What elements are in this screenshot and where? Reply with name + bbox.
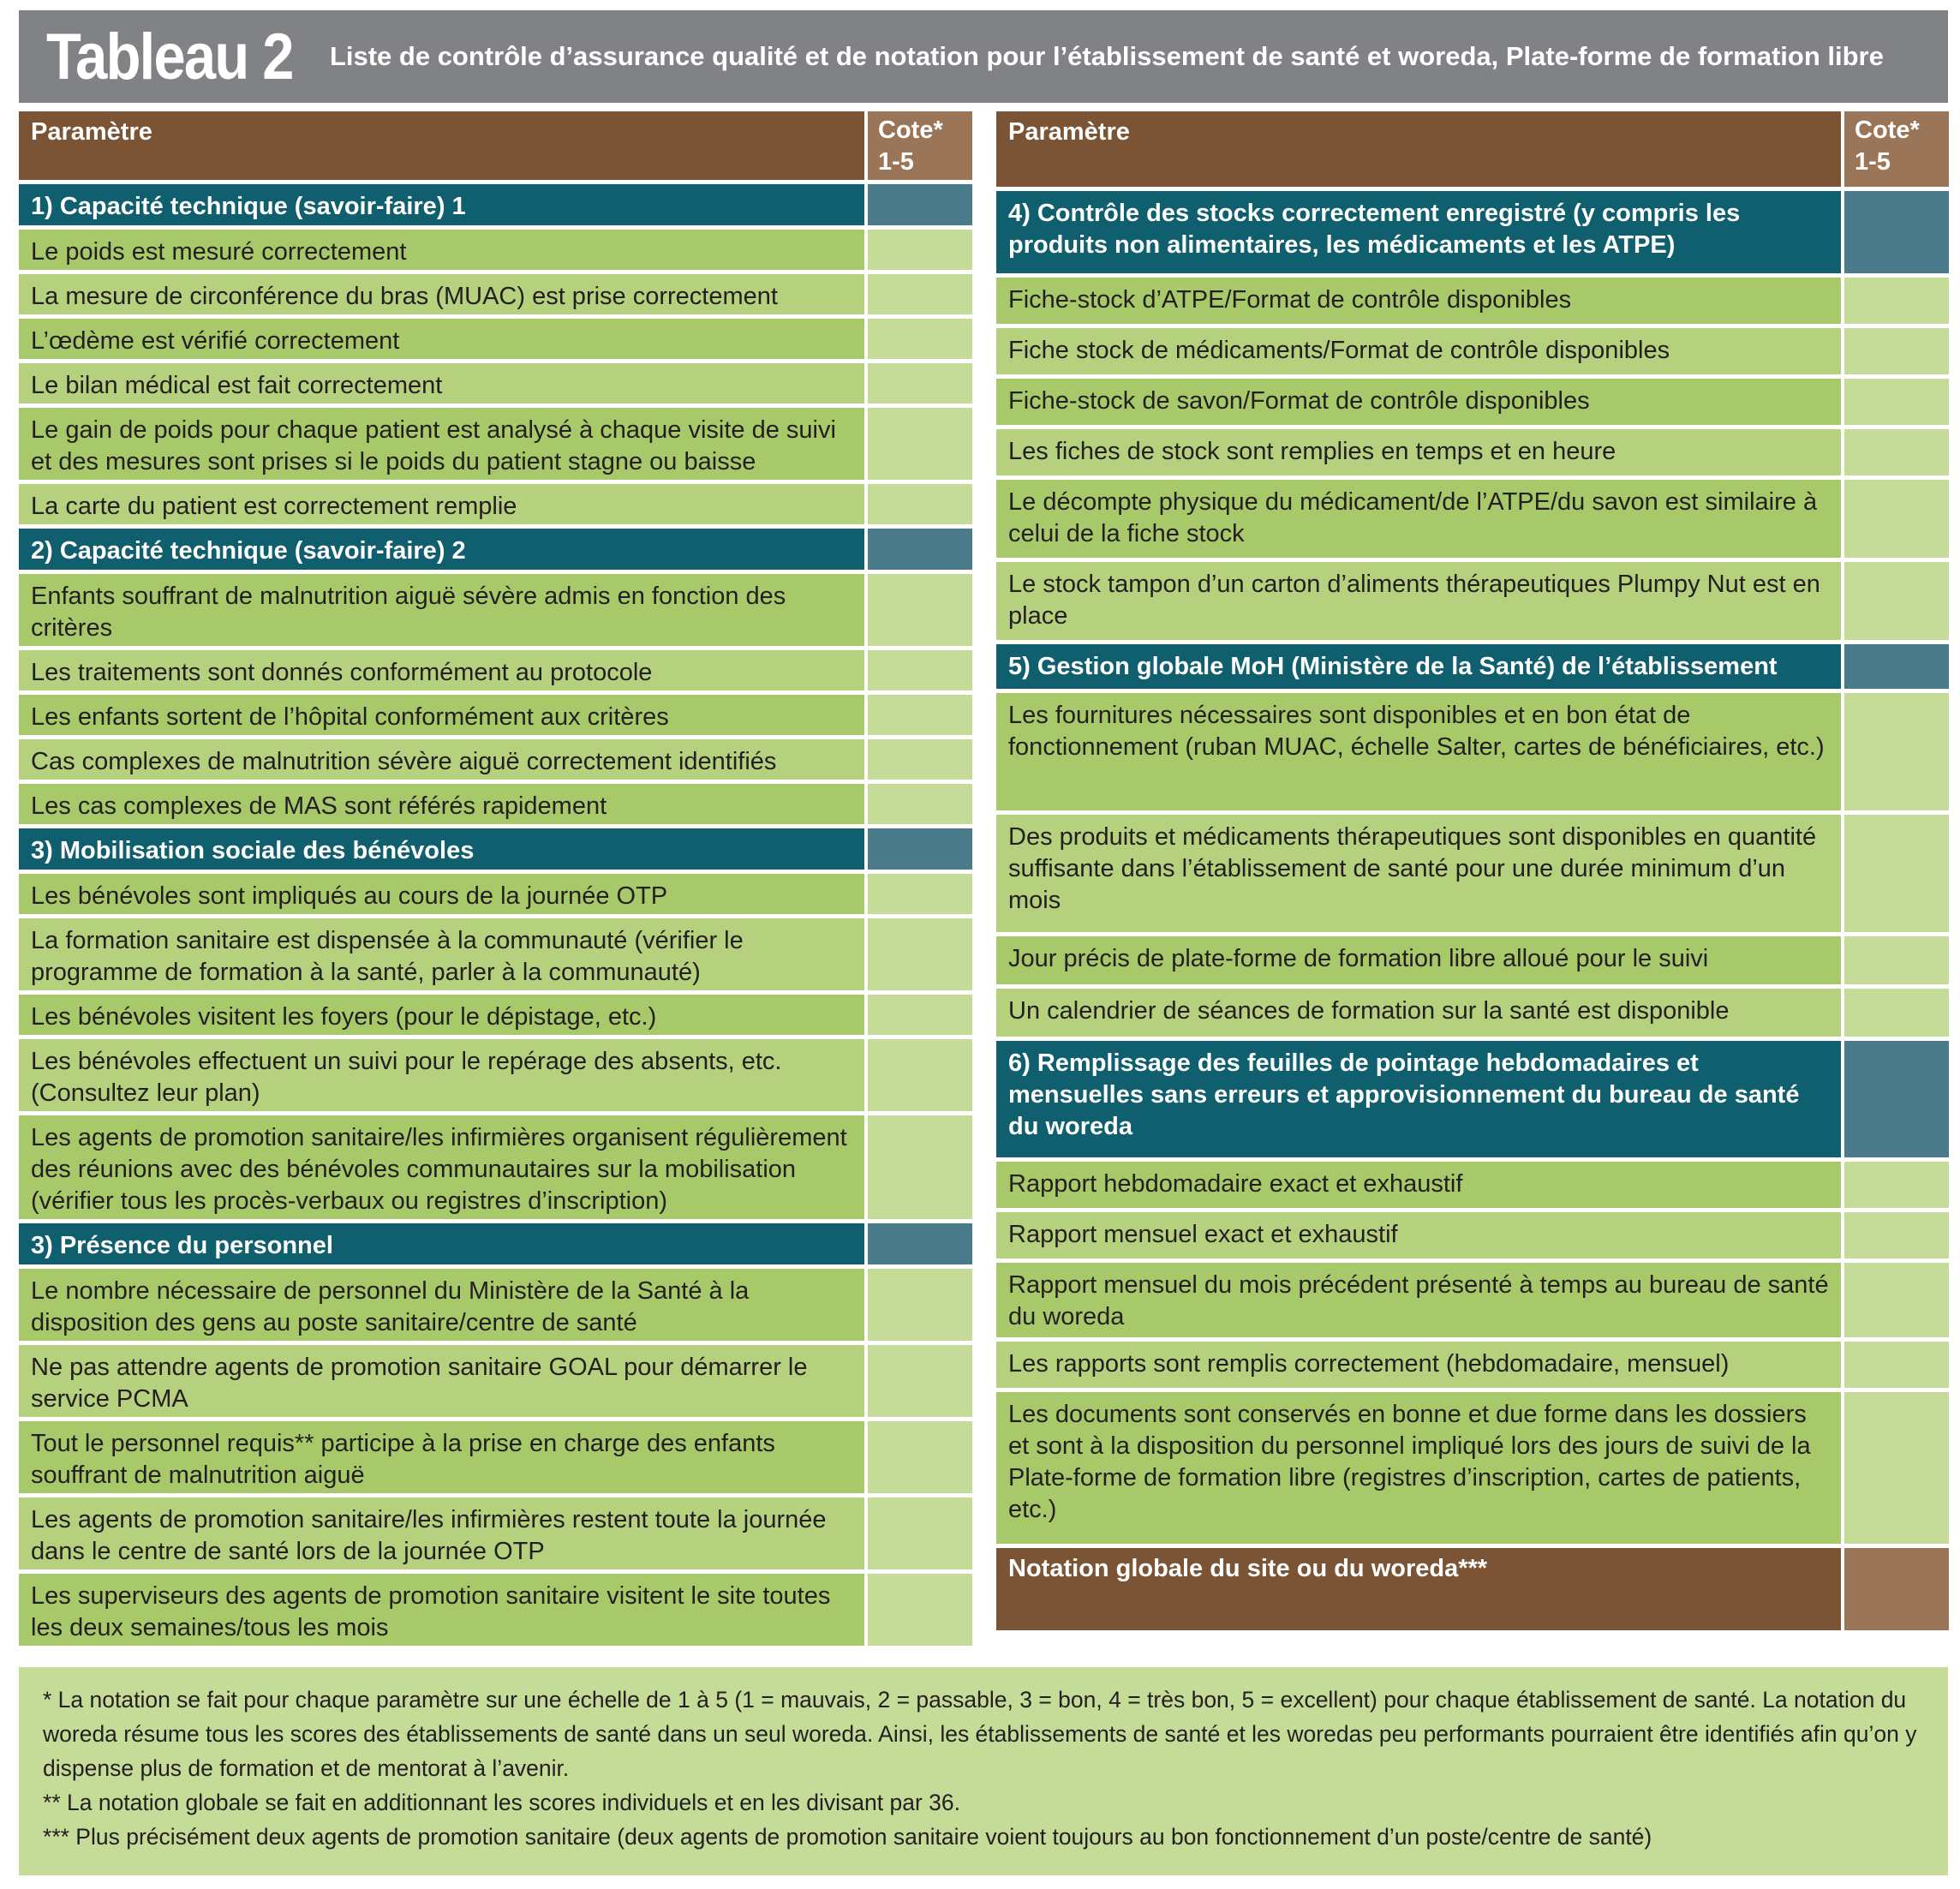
- param-text: Fiche-stock de savon/Format de contrôle disponibles: [996, 379, 1841, 425]
- section-header: [19, 828, 972, 870]
- score-cell[interactable]: [868, 650, 972, 690]
- score-cell[interactable]: [868, 1497, 972, 1569]
- table-row: [996, 815, 1949, 932]
- table-subtitle: Liste de contrôle d’assurance qualité et de notation pour l’établissement de santé et woreda, Plate-forme de formation libre: [329, 41, 1884, 71]
- table-row: [19, 695, 972, 735]
- section-title: 4) Contrôle des stocks correctement enregistré (y compris les produits non alimentaires, les médicaments et les ATPE): [996, 191, 1841, 273]
- table-row: [19, 874, 972, 914]
- score-cell[interactable]: [1844, 278, 1949, 324]
- section-title: 3) Présence du personnel: [19, 1223, 864, 1264]
- table-row: [19, 484, 972, 524]
- score-cell[interactable]: [1844, 815, 1949, 932]
- section-title: 2) Capacité technique (savoir-faire) 2: [19, 529, 864, 570]
- score-cell[interactable]: [868, 918, 972, 990]
- param-text: Les rapports sont remplis correctement (hebdomadaire, mensuel): [996, 1342, 1841, 1388]
- section-header: [996, 191, 1949, 273]
- total-label: Notation globale du site ou du woreda***: [996, 1548, 1841, 1630]
- score-cell: [868, 529, 972, 570]
- table-number: Tableau 2: [46, 20, 293, 93]
- score-cell: [868, 1223, 972, 1264]
- param-text: Les fournitures nécessaires sont disponibles et en bon état de fonctionnement (ruban MUAC, échelle Salter, cartes de bénéficiaires, etc.): [996, 693, 1841, 810]
- param-text: Rapport hebdomadaire exact et exhaustif: [996, 1162, 1841, 1208]
- table-row: [996, 480, 1949, 558]
- section-title: 5) Gestion globale MoH (Ministère de la Santé) de l’établissement: [996, 644, 1841, 689]
- table-row: [996, 1212, 1949, 1258]
- param-text: La formation sanitaire est dispensée à la communauté (vérifier le programme de formation à la santé, parler à la communauté): [19, 918, 864, 990]
- param-text: Les agents de promotion sanitaire/les infirmières organisent régulièrement des réunions avec des bénévoles communautaires sur la mobilisation (vérifier tous les procès-verbaux ou registres d’inscription): [19, 1115, 864, 1219]
- score-cell[interactable]: [868, 784, 972, 824]
- score-cell[interactable]: [868, 695, 972, 735]
- score-header: Cote* 1-5: [1844, 111, 1949, 187]
- score-cell[interactable]: [1844, 429, 1949, 475]
- title-banner: [19, 10, 1948, 103]
- score-cell[interactable]: [1844, 328, 1949, 374]
- score-cell[interactable]: [868, 408, 972, 480]
- table-row: [996, 379, 1949, 425]
- table-row: [19, 1421, 972, 1493]
- score-cell[interactable]: [868, 319, 972, 359]
- table-row: [996, 1342, 1949, 1388]
- column-header-row: [19, 111, 972, 180]
- table-row: [996, 278, 1949, 324]
- table-row: [19, 995, 972, 1035]
- score-cell[interactable]: [1844, 1212, 1949, 1258]
- param-text: Rapport mensuel exact et exhaustif: [996, 1212, 1841, 1258]
- table-row: [996, 989, 1949, 1037]
- section-title: 3) Mobilisation sociale des bénévoles: [19, 828, 864, 870]
- param-text: Fiche-stock d’ATPE/Format de contrôle disponibles: [996, 278, 1841, 324]
- param-text: Les fiches de stock sont remplies en temps et en heure: [996, 429, 1841, 475]
- param-text: Les cas complexes de MAS sont référés rapidement: [19, 784, 864, 824]
- score-cell[interactable]: [868, 739, 972, 780]
- param-text: Les bénévoles visitent les foyers (pour le dépistage, etc.): [19, 995, 864, 1035]
- score-cell[interactable]: [1844, 989, 1949, 1037]
- table-row: [19, 739, 972, 780]
- param-text: Des produits et médicaments thérapeutiques sont disponibles en quantité suffisante dans l’établissement de santé pour une durée minimum d’un mois: [996, 815, 1841, 932]
- left-table: [19, 111, 972, 1650]
- score-cell[interactable]: [868, 363, 972, 404]
- score-cell[interactable]: [1844, 562, 1949, 640]
- param-text: Les documents sont conservés en bonne et due forme dans les dossiers et sont à la disposition du personnel impliqué lors des jours de suivi de la Plate-forme de formation libre (registres d’inscription, cartes de patients, etc.): [996, 1392, 1841, 1544]
- footnotes: [19, 1667, 1948, 1875]
- param-text: Ne pas attendre agents de promotion sanitaire GOAL pour démarrer le service PCMA: [19, 1345, 864, 1417]
- table-row: [19, 1115, 972, 1219]
- table-row: [19, 408, 972, 480]
- param-text: Cas complexes de malnutrition sévère aiguë correctement identifiés: [19, 739, 864, 780]
- param-text: L’œdème est vérifié correctement: [19, 319, 864, 359]
- param-text: Les agents de promotion sanitaire/les infirmières restent toute la journée dans le centre de santé lors de la journée OTP: [19, 1497, 864, 1569]
- table-row: [996, 562, 1949, 640]
- param-text: Un calendrier de séances de formation sur la santé est disponible: [996, 989, 1841, 1037]
- param-text: Le décompte physique du médicament/de l’ATPE/du savon est similaire à celui de la fiche stock: [996, 480, 1841, 558]
- table-row: [19, 1574, 972, 1646]
- footnote-3: *** Plus précisément deux agents de promotion sanitaire (deux agents de promotion sanitaire voient toujours au bon fonctionnement d’un poste/centre de santé): [43, 1824, 1652, 1850]
- table-row: [996, 936, 1949, 984]
- table-row: [996, 1263, 1949, 1337]
- score-cell[interactable]: [868, 995, 972, 1035]
- param-text: Les bénévoles effectuent un suivi pour le repérage des absents, etc. (Consultez leur plan): [19, 1039, 864, 1111]
- section-header: [996, 1041, 1949, 1157]
- param-text: Rapport mensuel du mois précédent présenté à temps au bureau de santé du woreda: [996, 1263, 1841, 1337]
- score-cell: [1844, 644, 1949, 689]
- param-header: Paramètre: [19, 111, 864, 180]
- param-text: Les superviseurs des agents de promotion sanitaire visitent le site toutes les deux semaines/tous les mois: [19, 1574, 864, 1646]
- param-text: Enfants souffrant de malnutrition aiguë sévère admis en fonction des critères: [19, 574, 864, 646]
- score-cell[interactable]: [868, 274, 972, 314]
- score-cell[interactable]: [868, 1039, 972, 1111]
- table-row: [19, 1345, 972, 1417]
- table-row: [19, 274, 972, 314]
- table-row: [996, 429, 1949, 475]
- score-cell[interactable]: [868, 874, 972, 914]
- score-cell[interactable]: [1844, 1162, 1949, 1208]
- score-header: Cote* 1-5: [868, 111, 972, 180]
- score-cell: [868, 184, 972, 225]
- table-row: [19, 1497, 972, 1569]
- table-row: [19, 363, 972, 404]
- table-row: [996, 1392, 1949, 1544]
- param-text: La mesure de circonférence du bras (MUAC) est prise correctement: [19, 274, 864, 314]
- section-header: [996, 644, 1949, 689]
- param-text: Le stock tampon d’un carton d’aliments thérapeutiques Plumpy Nut est en place: [996, 562, 1841, 640]
- score-cell[interactable]: [1844, 1263, 1949, 1337]
- table-row: [996, 328, 1949, 374]
- param-text: Fiche stock de médicaments/Format de contrôle disponibles: [996, 328, 1841, 374]
- right-table: [996, 111, 1949, 1635]
- score-cell[interactable]: [868, 484, 972, 524]
- score-cell[interactable]: [868, 1421, 972, 1493]
- table-row: [19, 319, 972, 359]
- score-cell[interactable]: [868, 1574, 972, 1646]
- table-row: [19, 230, 972, 270]
- param-text: Les traitements sont donnés conformément au protocole: [19, 650, 864, 690]
- param-text: Tout le personnel requis** participe à la prise en charge des enfants souffrant de malnutrition aiguë: [19, 1421, 864, 1493]
- table-row: [19, 574, 972, 646]
- table-row: [996, 1162, 1949, 1208]
- score-cell[interactable]: [1844, 936, 1949, 984]
- score-cell: [1844, 191, 1949, 273]
- score-cell: [1844, 1041, 1949, 1157]
- table-row: [19, 650, 972, 690]
- param-text: Les bénévoles sont impliqués au cours de la journée OTP: [19, 874, 864, 914]
- total-score-cell[interactable]: [1844, 1548, 1949, 1630]
- footnote-2: ** La notation globale se fait en additionnant les scores individuels et en les divisant par 36.: [43, 1790, 960, 1815]
- score-cell[interactable]: [1844, 1342, 1949, 1388]
- column-header-row: [996, 111, 1949, 187]
- score-cell[interactable]: [868, 574, 972, 646]
- score-cell[interactable]: [1844, 1392, 1949, 1544]
- score-cell[interactable]: [1844, 693, 1949, 810]
- table-row: [19, 918, 972, 990]
- section-header: [19, 184, 972, 225]
- score-cell: [868, 828, 972, 870]
- param-header: Paramètre: [996, 111, 1841, 187]
- param-text: Le nombre nécessaire de personnel du Ministère de la Santé à la disposition des gens au poste sanitaire/centre de santé: [19, 1269, 864, 1341]
- footnote-1: * La notation se fait pour chaque paramètre sur une échelle de 1 à 5 (1 = mauvais, 2 = passable, 3 = bon, 4 = très bon, 5 = excellent) pour chaque établissement de santé. La notation du woreda résume tous les scores des établissements de santé dans un seul woreda. Ainsi, les établissements de santé et les woredas peu performants pourraient être identifiés afin qu’on y dispense plus de formation et de mentorat à l’avenir.: [43, 1687, 1917, 1781]
- table-row: [19, 1039, 972, 1111]
- table-row: [996, 693, 1949, 810]
- table-row: [19, 784, 972, 824]
- score-cell[interactable]: [868, 230, 972, 270]
- score-cell[interactable]: [868, 1269, 972, 1341]
- param-text: Le bilan médical est fait correctement: [19, 363, 864, 404]
- param-text: Le gain de poids pour chaque patient est analysé à chaque visite de suivi et des mesures sont prises si le poids du patient stagne ou baisse: [19, 408, 864, 480]
- param-text: Le poids est mesuré correctement: [19, 230, 864, 270]
- score-cell[interactable]: [1844, 480, 1949, 558]
- score-cell[interactable]: [1844, 379, 1949, 425]
- param-text: La carte du patient est correctement remplie: [19, 484, 864, 524]
- total-row: [996, 1548, 1949, 1630]
- section-header: [19, 529, 972, 570]
- section-title: 6) Remplissage des feuilles de pointage hebdomadaires et mensuelles sans erreurs et approvisionnement du bureau de santé du woreda: [996, 1041, 1841, 1157]
- section-title: 1) Capacité technique (savoir-faire) 1: [19, 184, 864, 225]
- table-row: [19, 1269, 972, 1341]
- param-text: Les enfants sortent de l’hôpital conformément aux critères: [19, 695, 864, 735]
- param-text: Jour précis de plate-forme de formation libre alloué pour le suivi: [996, 936, 1841, 984]
- score-cell[interactable]: [868, 1345, 972, 1417]
- score-cell[interactable]: [868, 1115, 972, 1219]
- section-header: [19, 1223, 972, 1264]
